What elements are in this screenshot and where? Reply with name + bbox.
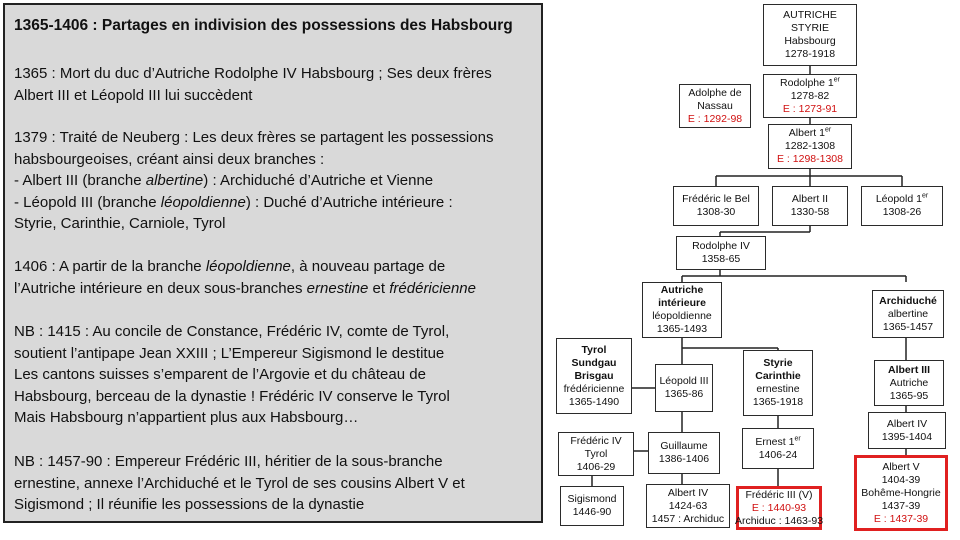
- paragraph-nb-1457: NB : 1457-90 : Empereur Frédéric III, héritier de la sous-branche ernestine, annexe l’Archiduché et le Tyrol de ses cousins Albert V et Sigismond ; Il réunifie les possessions de la dynastie: [14, 453, 465, 513]
- box-frederic-le-bel: Frédéric le Bel 1308-30: [673, 186, 759, 226]
- box-archiduche-albertine: Archiduché albertine 1365-1457: [872, 290, 944, 338]
- paragraph-1406: 1406 : A partir de la branche léopoldienne, à nouveau partage de l’Autriche intérieure en deux sous-branches ernestine et frédéricienne: [14, 258, 476, 297]
- box-adolphe-de-nassau: Adolphe de Nassau E : 1292-98: [679, 84, 751, 128]
- box-frederic-iv: Frédéric IV Tyrol 1406-29: [558, 432, 634, 476]
- paragraph-1379: 1379 : Traité de Neuberg : Les deux frères se partagent les possessions habsbourgeoises, créant ainsi deux branches : - Albert III (branche albertine) : Archiduché d’Autriche et Vienne - Léopold III (branche léopoldienne) : Duché d’Autriche intérieure : Styrie, Carinthie, Carniole, Tyrol: [14, 129, 494, 232]
- box-albert-iv-autriche: Albert IV 1395-1404: [868, 412, 946, 449]
- paragraph-1365: 1365 : Mort du duc d’Autriche Rodolphe IV Habsbourg ; Ses deux frères Albert III et Léopold III lui succèdent: [14, 65, 492, 104]
- paragraph-nb-1415: NB : 1415 : Au concile de Constance, Frédéric IV, comte de Tyrol, soutient l’antipape Jean XXIII ; L’Empereur Sigismond le destitue Les cantons suisses s’emparent de l’Argovie et du château de Habsbourg, berceau de la dynastie ! Frédéric IV conserve le Tyrol Mais Habsbourg n’appartient plus aux Habsbourg…: [14, 323, 450, 426]
- box-leopold-iii: Léopold III 1365-86: [655, 364, 713, 412]
- box-frederic-iii: Frédéric III (V) E : 1440-93 Archiduc : 1463-93: [736, 486, 822, 530]
- box-albert-iii: Albert III Autriche 1365-95: [874, 360, 944, 406]
- box-albert-ii: Albert II 1330-58: [772, 186, 848, 226]
- box-albert-iv-styrie: Albert IV 1424-63 1457 : Archiduc: [646, 484, 730, 528]
- box-styrie-ernestine: Styrie Carinthie ernestine 1365-1918: [743, 350, 813, 416]
- box-albert-v: Albert V 1404-39 Bohême-Hongrie 1437-39 E : 1437-39: [854, 455, 948, 531]
- box-autriche-interieure: Autriche intérieure léopoldienne 1365-1493: [642, 282, 722, 338]
- box-ernest-1er: Ernest 1er 1406-24: [742, 428, 814, 469]
- box-rodolphe-1er: Rodolphe 1er 1278-82 E : 1273-91: [763, 74, 857, 118]
- box-sigismond: Sigismond 1446-90: [560, 486, 624, 526]
- box-guillaume: Guillaume 1386-1406: [648, 432, 720, 474]
- box-tyrol-fredericienne: Tyrol Sundgau Brisgau frédéricienne 1365-1490: [556, 338, 632, 414]
- box-autriche-styrie: AUTRICHE STYRIE Habsbourg 1278-1918: [763, 4, 857, 66]
- box-rodolphe-iv: Rodolphe IV 1358-65: [676, 236, 766, 270]
- box-albert-1er: Albert 1er 1282-1308 E : 1298-1308: [768, 124, 852, 169]
- panel-title: 1365-1406 : Partages en indivision des possessions des Habsbourg: [14, 17, 513, 34]
- box-leopold-1er: Léopold 1er 1308-26: [861, 186, 943, 226]
